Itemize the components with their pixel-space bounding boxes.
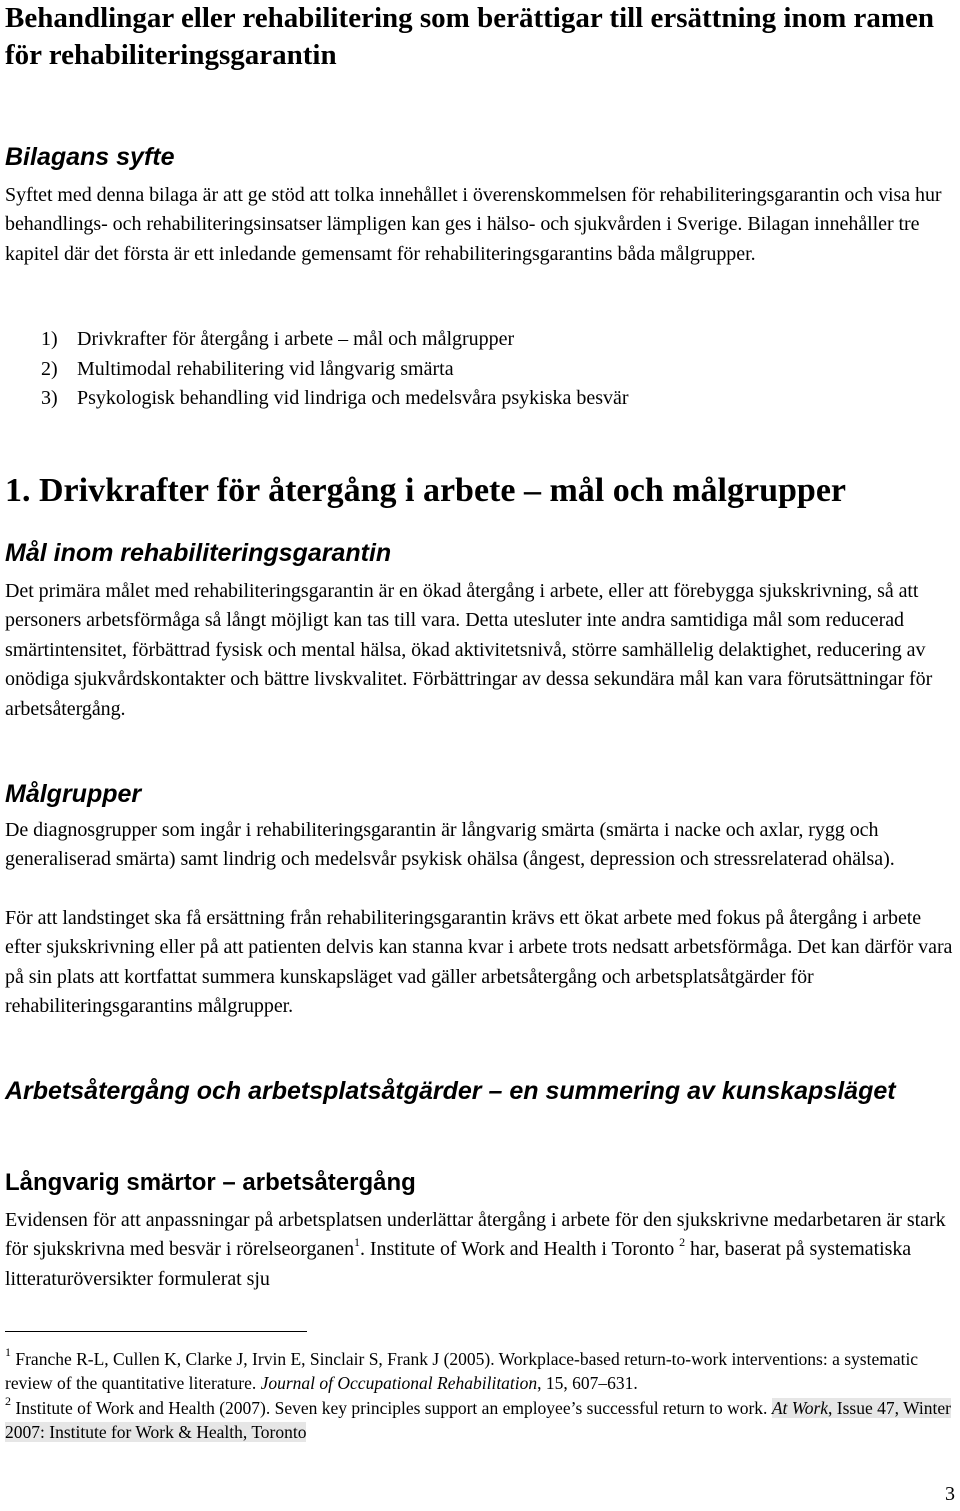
knowledge-paragraph [5, 1206, 957, 1294]
chapter-number: 1) [41, 328, 58, 350]
chapter-1-heading: 1. Drivkrafter för återgång i arbete – mål och målgrupper [5, 472, 847, 509]
chapter-label: Multimodal rehabilitering vid långvarig smärta [77, 357, 454, 380]
goals-heading: Mål inom rehabiliteringsgarantin [5, 539, 392, 567]
chapter-number: 3) [41, 387, 58, 409]
footnote-ref-1[interactable]: 1 [354, 1234, 360, 1249]
chapter-label: Psykologisk behandling vid lindriga och medelsvåra psykiska besvär [77, 387, 629, 409]
footnote-rest: Issue 47, Winter 2007: Institute for Work & Health, Toronto [5, 1397, 951, 1442]
document-title: Behandlingar eller rehabilitering som berättigar till ersättning inom ramen för rehabiliteringsgarantin [5, 2, 935, 71]
footnote-2 [5, 1393, 960, 1445]
chapter-list-item [41, 325, 629, 355]
knowledge-subheading: Långvarig smärtor – arbetsåtergång [5, 1169, 416, 1196]
chapter-list-item [41, 355, 629, 385]
footnote-journal: At Work [771, 1397, 829, 1418]
chapter-list-item [41, 384, 629, 414]
purpose-paragraph: Syftet med denna bilaga är att ge stöd att tolka innehållet i överenskommelsen för rehabiliteringsgarantin och visa hur behandlings- och rehabiliteringsinsatser lämpligen kan ges i hälso- och sjukvården i Sverige. Bilagan innehåller tre kapitel där det första är ett inledande gemensamt för rehabiliteringsgarantins båda målgrupper. [5, 184, 942, 265]
chapter-number: 2) [41, 357, 58, 380]
knowledge-text: Evidensen för att anpassningar på arbetsplatsen underlättar återgång i arbete för den sjukskrivne medarbetaren är stark för sjukskrivna med besvär i rörelseorganen [5, 1209, 946, 1261]
footnote-journal: Journal of Occupational Rehabilitation [260, 1373, 538, 1394]
target-groups-heading: Målgrupper [5, 780, 142, 808]
footnotes [5, 1347, 960, 1444]
footnote-text: Institute of Work and Health (2007). Seven key principles support an employee’s successful return to work. [11, 1397, 772, 1418]
target-groups-paragraph-1: De diagnosgrupper som ingår i rehabiliteringsgarantin är långvarig smärta (smärta i nacke och axlar, rygg och generaliserad smärta) samt lindrig och medelsvår psykisk ohälsa (ångest, depression och stressrelaterad ohälsa). [5, 819, 895, 871]
footnote-text: Franche R-L, Cullen K, Clarke J, Irvin E, Sinclair S, Frank J (2005). Workplace-based return-to-work interventions: a systematic review of the quantitative literature. [5, 1349, 919, 1394]
footnote-ref-2[interactable]: 2 [679, 1234, 686, 1249]
footnote-marker: 2 [5, 1393, 11, 1408]
footnote-rest: , 15, 607–631. [537, 1373, 638, 1394]
target-groups-paragraph-2: För att landstinget ska få ersättning från rehabiliteringsgarantin krävs ett ökat arbete med fokus på återgång i arbete efter sjukskrivning eller på att patienten delvis kan stanna kvar i arbete trots nedsatt arbetsförmåga. Det kan därför vara på sin plats att kortfattat summera kunskapsläget vad gäller arbetsåtergång och arbetsplatsåtgärder för rehabiliteringsgarantins målgrupper. [5, 907, 953, 1018]
goals-paragraph: Det primära målet med rehabiliteringsgarantin är en ökad återgång i arbete, eller att förebygga sjukskrivning, så att personers arbetsförmåga så långt möjligt kan tas till vara. Detta utesluter inte andra samtidiga mål som reducerad smärtintensitet, förbättrad fysisk och mental hälsa, ökad aktivitetsnivå, större samhällelig delaktighet, reducering av onödiga sjukvårdskontakter och bättre livskvalitet. Förbättringar av dessa sekundära mål kan vara förutsättningar för arbetsåtergång. [5, 580, 933, 720]
knowledge-text: . Institute of Work and Health i Toronto [360, 1238, 680, 1261]
page-number: 3 [945, 1483, 955, 1505]
footnote-comma: , [828, 1397, 833, 1418]
chapter-label: Drivkrafter för återgång i arbete – mål och målgrupper [77, 328, 515, 350]
footnote-marker: 1 [5, 1345, 11, 1360]
knowledge-text: har, baserat på systematiska litteraturöversikter formulerat sju [5, 1238, 912, 1290]
knowledge-heading: Arbetsåtergång och arbetsplatsåtgärder – en summering av kunskapsläget [5, 1077, 896, 1105]
footnote-1 [5, 1347, 960, 1396]
chapter-list [41, 325, 629, 414]
footnote-separator [5, 1331, 307, 1332]
purpose-heading: Bilagans syfte [5, 143, 175, 171]
